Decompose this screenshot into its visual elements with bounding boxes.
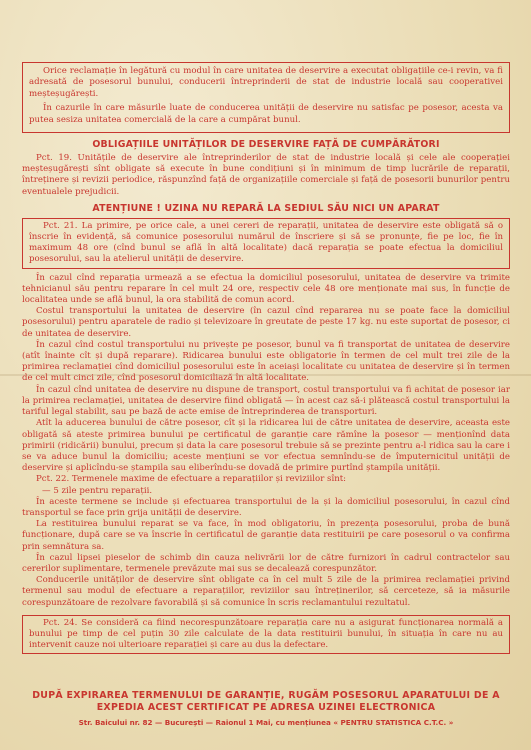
attention-heading: ATENȚIUNE ! UZINA NU REPARĂ LA SEDIUL SĂU NICI UN APARAT bbox=[92, 202, 440, 214]
pct-22-title: Pct. 22. Termenele maxime de efectuare a reparațiilor și reviziilor sînt: bbox=[36, 474, 347, 485]
return-instructions-line-2: EXPEDIA ACEST CERTIFICAT PE ADRESA UZINEI ELECTRONICA bbox=[96, 702, 436, 713]
repair-conditions-text bbox=[22, 273, 510, 609]
repair-paragraph: În cazul cînd unitatea de deservire nu dispune de transport, costul transportului va fi achitat de posesor iar la primirea reclamației, unitatea de deservire fiind obligată — în acest caz să-i plătească costul transportului la tariful legal stabilit, sau pe bază de acte emise de întreprinderea de transporturi. bbox=[22, 384, 510, 418]
complaints-paragraph-1: Orice reclamație în legătură cu modul în care unitatea de deservire a executat obligațiile ce-i revin, va fi adresată de posesorul bunului, conducerii întreprinderii de stat de industrie locală sau cooperativei meșteșugărești. bbox=[29, 66, 503, 99]
repair-paragraph: Costul transportului la unitatea de deservire (în cazul cînd repararea nu se poate face la domiciliul posesorului) pentru aparatele de radio și televizoare în greutate de peste 17 kg. nu este suportat de posesor, ci de unitatea de deservire. bbox=[22, 306, 510, 339]
return-instructions bbox=[22, 690, 510, 728]
repair-paragraph: La restituirea bunului reparat se va face, în mod obligatoriu, în prezența posesorului, proba de bună funcționare, după care se va înscrie în certificatul de garanție data restituirii pe care posesorul o va confirma prin semnătura sa. bbox=[22, 519, 510, 552]
repair-paragraph: În cazul lipsei pieselor de schimb din cauza nelivrării lor de către furnizori în cadrul contractelor sau cererilor suplimentare, termenele prevăzute mai sus se decalează corespunzător. bbox=[22, 552, 510, 574]
repair-paragraph: În aceste termene se include și efectuarea transportului de la și la domiciliul posesorului, în cazul cînd transportul se face prin grija unității de deservire. bbox=[22, 496, 510, 518]
return-instructions-line-1: DUPĂ EXPIRAREA TERMENULUI DE GARANȚIE, RUGĂM POSESORUL APARATULUI DE A bbox=[32, 690, 500, 701]
pct-22-item: — 5 zile pentru reparații. bbox=[42, 485, 153, 496]
pct-19-paragraph: Pct. 19. Unitățile de deservire ale întreprinderilor de stat de industrie locală și cele ale cooperației meșteșugărești sînt obligate să execute în bune condițiuni și în minimum de timp lucrările de reparații, întreținere și revizii periodice, răspunzînd față de organizațiile comerciale și față de posesorii bunurilor pentru eventualele prejudicii. bbox=[22, 153, 510, 197]
repair-paragraph: În cazul cînd reparația urmează a se efectua la domiciliul posesorului, unitatea de deservire va trimite tehnicianul său pentru reparare în cel mult 24 ore, respectiv cele 48 ore menționate mai sus, în funcție de localitatea unde se află bunul, la ora stabilită de comun acord. bbox=[22, 272, 510, 306]
repair-paragraph: Atît la aducerea bunului de către posesor, cît și la ridicarea lui de către unitatea de deservire, aceasta este obligată să ateste primirea bunului pe certificatul de garanție care rămîne la posesor — menționînd data primirii (ridicării) bunului, precum și data la care posesorul trebuie să se prezinte pentru a-l ridica sau la care i se va aduce bunul la domiciliu; aceste mențiuni se vor efectua semnîndu-se de împuternicitul unității de deservire și aplicîndu-se ștampila sau eliberîndu-se dovadă de primire purtînd ștampila unității. bbox=[22, 418, 510, 474]
obligations-text bbox=[22, 153, 510, 198]
pct-21-paragraph: Pct. 21. La primire, pe orice cale, a unei cereri de reparații, unitatea de deservire este obligată să o înscrie în evidență, să comunice posesorului numărul de înscriere și să se pronunțe, fie pe loc, fie în maximum 48 ore (cînd bunul se află în altă localitate) dacă reparația se poate efectua la domiciliul posesorului, sau la atelierul unității de deservire. bbox=[29, 220, 503, 265]
warranty-back-page bbox=[22, 22, 510, 734]
complaints-box bbox=[22, 62, 510, 133]
repair-paragraph: Conducerile unităților de deservire sînt obligate ca în cel mult 5 zile de la primirea reclamației privind termenul sau modul de efectuare a reparațiilor, reviziilor sau întreținerilor, să cerceteze, să ia măsurile corespunzătoare de rezolvare favorabilă și să comunice în scris reclamantului rezultatul. bbox=[22, 575, 510, 608]
pct-24-paragraph: Pct. 24. Se consideră ca fiind necorespunzătoare reparația care nu a asigurat funcționarea normală a bunului pe timp de cel puțin 30 zile calculate de la data restituirii bunului, în situația în care nu au intervenit cauze noi ulterioare reparației și care au dus la defectare. bbox=[29, 617, 503, 651]
repair-paragraph: În cazul cînd costul transportului nu privește pe posesor, bunul va fi transportat de unitatea de deservire (atît înainte cît și după reparare). Ridicarea bunului este obligatorie în termen de cel mult trei zile de la primirea reclamației cînd domiciliul posesorului este în aceiași localitate cu unitatea de deservire și în termen de cel mult cinci zile, cînd posesorul domiciliază în altă localitate. bbox=[22, 339, 510, 384]
pct-24-box bbox=[22, 615, 510, 655]
pct-21-box bbox=[22, 218, 510, 269]
factory-address: Str. Baicului nr. 82 — București — Raionul 1 Mai, cu mențiunea « PENTRU STATISTICA C.T.C. » bbox=[78, 718, 454, 727]
obligations-heading: OBLIGAȚIILE UNITĂȚILOR DE DESERVIRE FAȚĂ DE CUMPĂRĂTORI bbox=[92, 139, 440, 151]
complaints-paragraph-2: În cazurile în care măsurile luate de conducerea unității de deservire nu satisfac pe posesor, acesta va putea sesiza unitatea comercială de la care a cumpărat bunul. bbox=[29, 103, 503, 125]
